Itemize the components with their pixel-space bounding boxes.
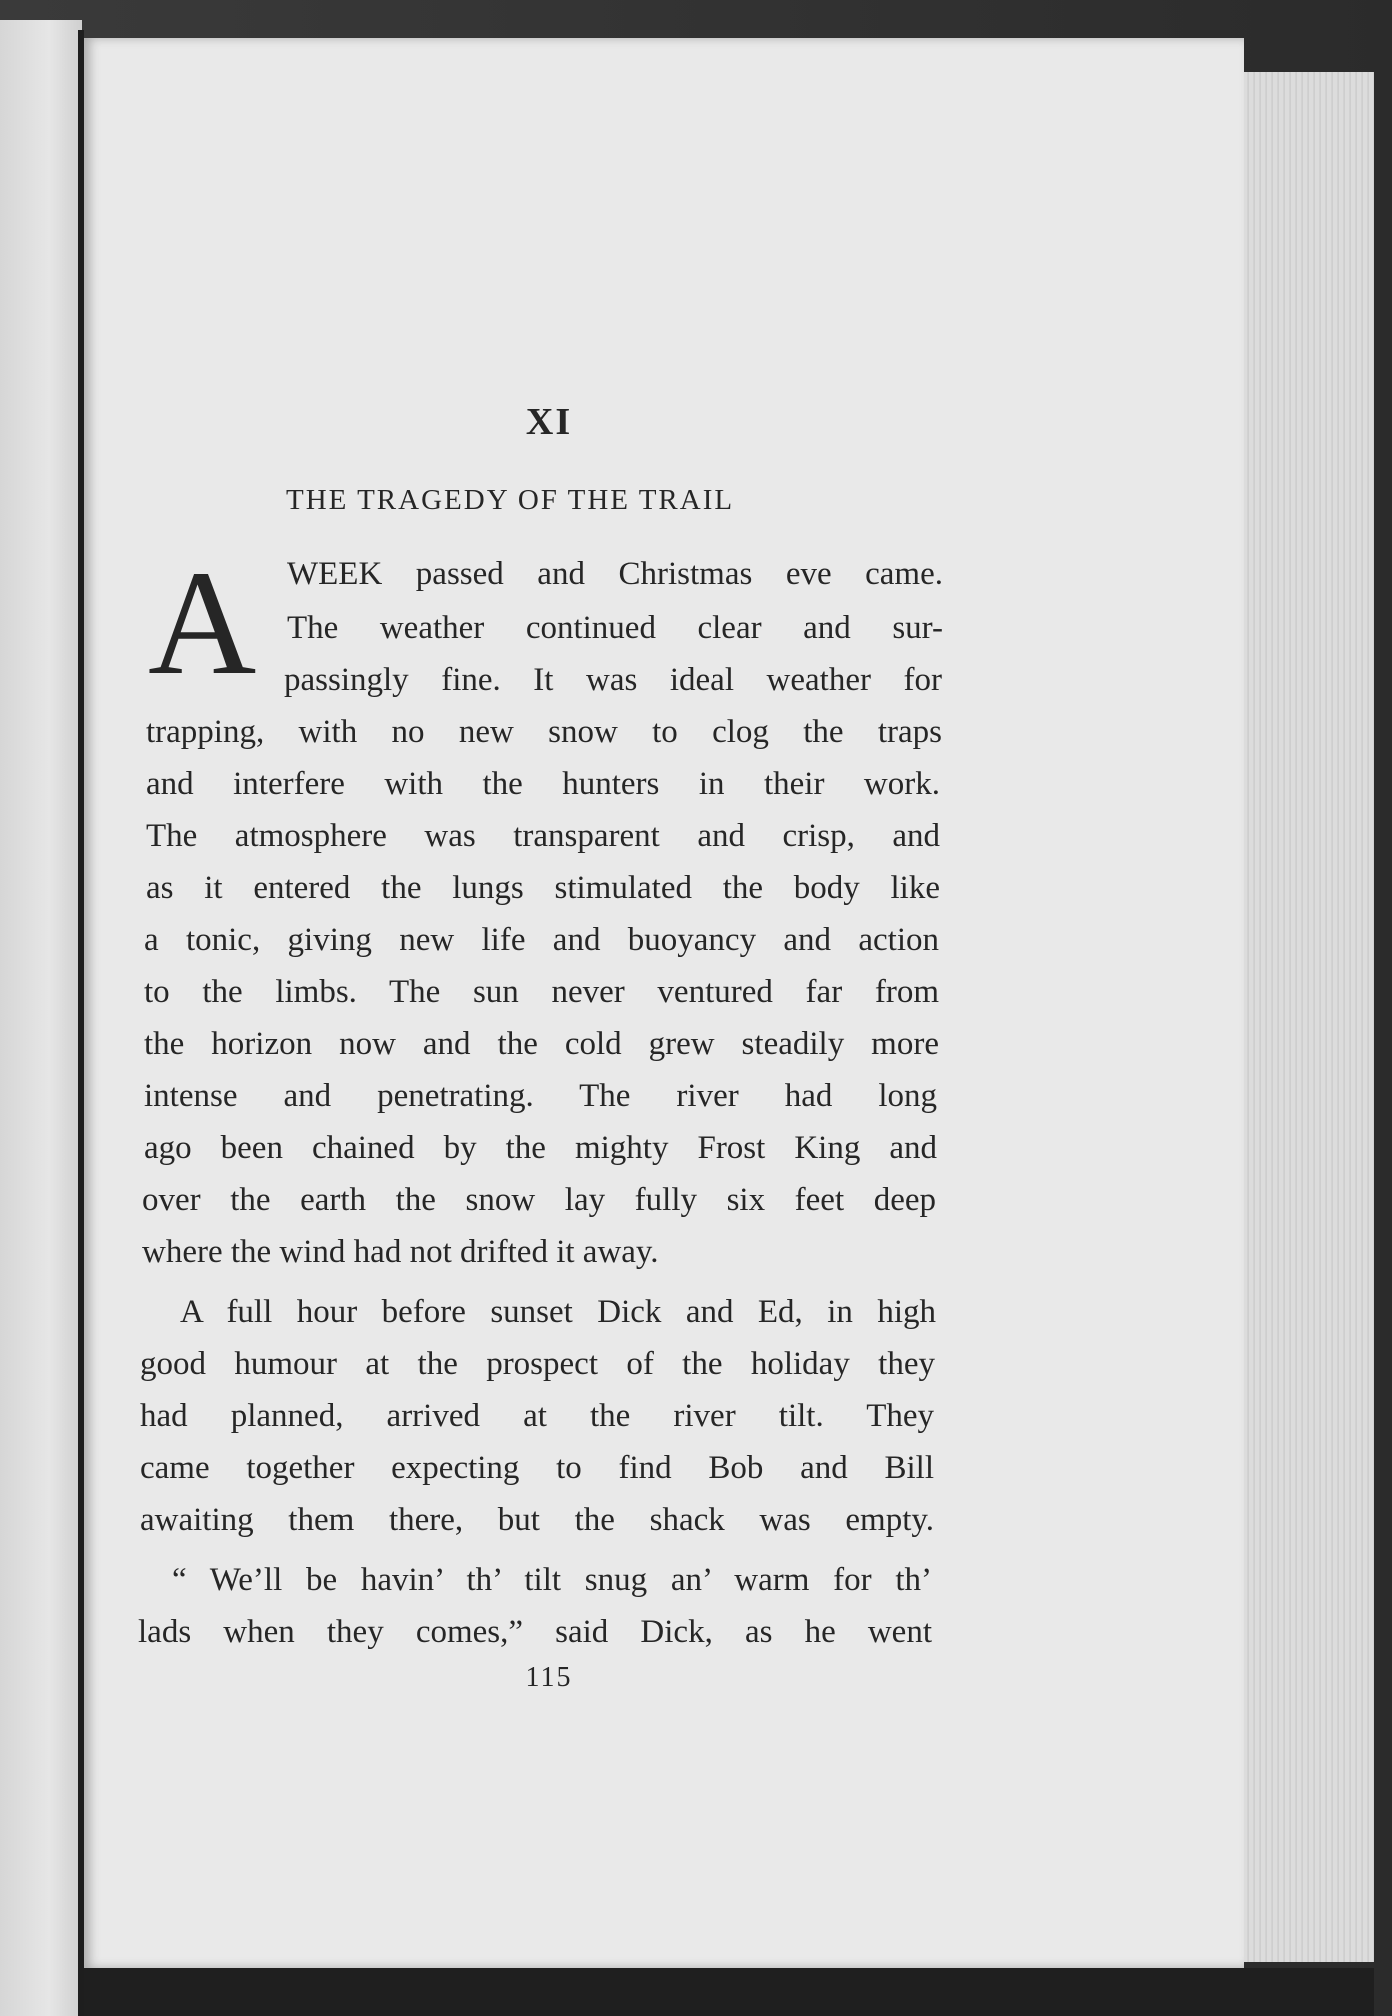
- left-page-edge: [0, 20, 82, 2016]
- text-line: the horizon now and the cold grew steadily more: [144, 1026, 939, 1062]
- text-line: “ We’ll be havin’ th’ tilt snug an’ warm for th’: [172, 1562, 932, 1598]
- text-line: intense and penetrating. The river had long: [144, 1078, 937, 1114]
- text-line: WEEK passed and Christmas eve came.: [287, 556, 943, 592]
- bottom-shadow: [84, 1968, 1374, 2016]
- text-line: lads when they comes,” said Dick, as he went: [138, 1614, 932, 1650]
- text-line: A full hour before sunset Dick and Ed, in high: [180, 1294, 936, 1330]
- text-line: where the wind had not drifted it away.: [142, 1234, 659, 1270]
- page-stack-edge: [1244, 72, 1374, 1962]
- text-line: The atmosphere was transparent and crisp, and: [146, 818, 940, 854]
- text-line: a tonic, giving new life and buoyancy and action: [144, 922, 939, 958]
- text-line: awaiting them there, but the shack was empty.: [140, 1502, 934, 1538]
- text-line: as it entered the lungs stimulated the body like: [146, 870, 940, 906]
- chapter-title: THE TRAGEDY OF THE TRAIL: [286, 484, 735, 516]
- text-line: over the earth the snow lay fully six feet deep: [142, 1182, 936, 1218]
- text-line: and interfere with the hunters in their work.: [146, 766, 940, 802]
- text-line: had planned, arrived at the river tilt. They: [140, 1398, 934, 1434]
- text-line: trapping, with no new snow to clog the traps: [146, 714, 942, 750]
- text-line: came together expecting to find Bob and Bill: [140, 1450, 934, 1486]
- text-line: ago been chained by the mighty Frost King and: [144, 1130, 937, 1166]
- chapter-number: XI: [525, 401, 573, 443]
- text-line: good humour at the prospect of the holiday they: [140, 1346, 935, 1382]
- text-line: to the limbs. The sun never ventured far from: [144, 974, 939, 1010]
- drop-cap: A: [148, 540, 257, 706]
- text-line: passingly fine. It was ideal weather for: [284, 662, 942, 698]
- text-line: The weather continued clear and sur-: [287, 610, 943, 646]
- page-number: 115: [525, 1662, 573, 1693]
